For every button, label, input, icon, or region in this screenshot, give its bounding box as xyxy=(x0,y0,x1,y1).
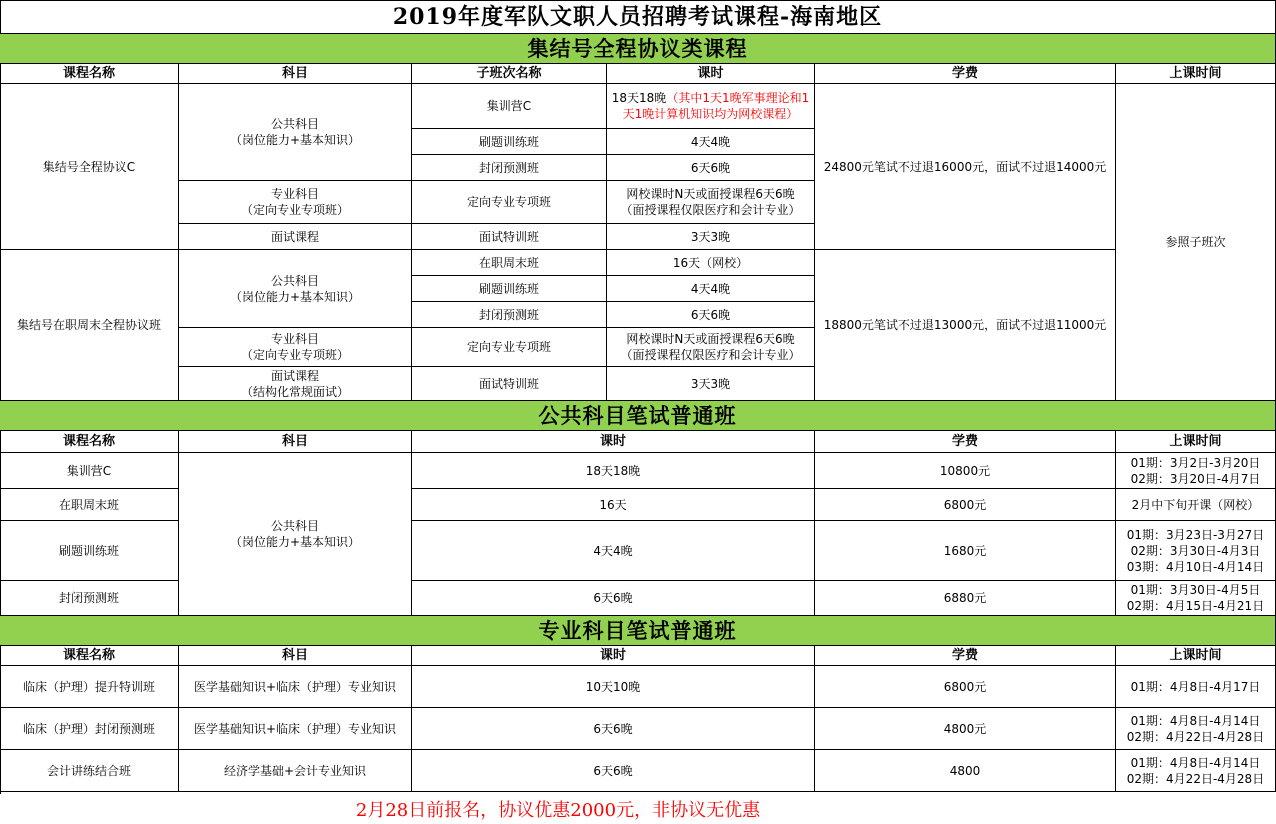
header-hours: 课时 xyxy=(412,431,815,453)
header-course-name: 课程名称 xyxy=(0,646,179,666)
hours-cell: 网校课时N天或面授课程6天6晚 （面授课程仅限医疗和会计专业） xyxy=(607,181,815,224)
fee-cell: 1680元 xyxy=(815,521,1116,581)
hours-cell: 6天6晚 xyxy=(607,155,815,181)
sub-class-cell: 面试特训班 xyxy=(412,224,607,250)
hours-cell: 10天10晚 xyxy=(412,666,815,708)
fee-cell: 6880元 xyxy=(815,581,1116,616)
schedule-cell: 参照子班次 xyxy=(1116,84,1276,401)
fee-cell: 10800元 xyxy=(815,453,1116,489)
hours-cell: 网校课时N天或面授课程6天6晚 （面授课程仅限医疗和会计专业） xyxy=(607,328,815,367)
sub-class-cell: 在职周末班 xyxy=(412,250,607,276)
header-hours: 课时 xyxy=(412,646,815,666)
sub-class-cell: 刷题训练班 xyxy=(412,129,607,155)
hours-cell: 4天4晚 xyxy=(607,129,815,155)
schedule-cell: 01期：3月23日-3月27日 02期：3月30日-4月3日 03期：4月10日-4月14日 xyxy=(1116,521,1276,581)
header-subject: 科目 xyxy=(179,431,412,453)
hours-cell: 18天18晚 xyxy=(412,453,815,489)
header-hours: 课时 xyxy=(607,64,815,84)
course-name-cell: 刷题训练班 xyxy=(0,521,179,581)
schedule-cell: 01期：4月8日-4月14日 02期：4月22日-4月28日 xyxy=(1116,708,1276,750)
header-course-name: 课程名称 xyxy=(0,64,179,84)
sub-class-cell: 集训营C xyxy=(412,84,607,129)
course-name-cell: 临床（护理）封闭预测班 xyxy=(0,708,179,750)
hours-cell: 3天3晚 xyxy=(607,367,815,401)
sub-class-cell: 封闭预测班 xyxy=(412,302,607,328)
schedule-cell: 2月中下旬开课（网校） xyxy=(1116,489,1276,521)
header-subject: 科目 xyxy=(179,64,412,84)
sub-class-cell: 定向专业专项班 xyxy=(412,181,607,224)
header-course-name: 课程名称 xyxy=(0,431,179,453)
sub-class-cell: 封闭预测班 xyxy=(412,155,607,181)
course-name-cell: 集结号全程协议C xyxy=(0,84,179,250)
header-fee: 学费 xyxy=(815,431,1116,453)
subject-cell: 医学基础知识+临床（护理）专业知识 xyxy=(179,708,412,750)
hours-cell: 4天4晚 xyxy=(412,521,815,581)
header-schedule: 上课时间 xyxy=(1116,64,1276,84)
subject-cell: 公共科目 （岗位能力+基本知识） xyxy=(179,250,412,328)
header-subject: 科目 xyxy=(179,646,412,666)
header-schedule: 上课时间 xyxy=(1116,431,1276,453)
header-fee: 学费 xyxy=(815,646,1116,666)
header-sub-class: 子班次名称 xyxy=(412,64,607,84)
fee-cell: 6800元 xyxy=(815,489,1116,521)
schedule-cell: 01期：3月2日-3月20日 02期：3月20日-4月7日 xyxy=(1116,453,1276,489)
promo-footer: 2月28日前报名，协议优惠2000元，非协议无优惠 xyxy=(355,800,761,821)
hours-cell: 6天6晚 xyxy=(412,708,815,750)
course-name-cell: 在职周末班 xyxy=(0,489,179,521)
subject-cell: 专业科目 （定向专业专项班） xyxy=(179,328,412,367)
schedule-cell: 01期：4月8日-4月14日 02期：4月22日-4月28日 xyxy=(1116,750,1276,792)
hours-note: （其中1天1晚军事理论和1天1晚计算机知识均为网校课程） xyxy=(622,91,810,121)
subject-cell: 医学基础知识+临床（护理）专业知识 xyxy=(179,666,412,708)
hours-cell: 16天 xyxy=(412,489,815,521)
sub-class-cell: 定向专业专项班 xyxy=(412,328,607,367)
subject-cell: 面试课程 xyxy=(179,224,412,250)
sub-class-cell: 刷题训练班 xyxy=(412,276,607,302)
subject-cell: 专业科目 （定向专业专项班） xyxy=(179,181,412,224)
page-title: 2019年度军队文职人员招聘考试课程-海南地区 xyxy=(0,0,1276,34)
fee-cell: 4800元 xyxy=(815,708,1116,750)
header-schedule: 上课时间 xyxy=(1116,646,1276,666)
hours-cell: 16天（网校） xyxy=(607,250,815,276)
section-banner-major: 专业科目笔试普通班 xyxy=(0,616,1276,646)
subject-cell: 公共科目 （岗位能力+基本知识） xyxy=(179,453,412,616)
hours-cell: 6天6晚 xyxy=(412,581,815,616)
course-name-cell: 集结号在职周末全程协议班 xyxy=(0,250,179,401)
schedule-cell: 01期：4月8日-4月17日 xyxy=(1116,666,1276,708)
course-name-cell: 集训营C xyxy=(0,453,179,489)
fee-cell: 4800 xyxy=(815,750,1116,792)
fee-cell: 18800元笔试不过退13000元，面试不过退11000元 xyxy=(815,250,1116,401)
subject-cell: 公共科目 （岗位能力+基本知识） xyxy=(179,84,412,181)
hours-cell: 6天6晚 xyxy=(607,302,815,328)
schedule-cell: 01期：3月30日-4月5日 02期：4月15日-4月21日 xyxy=(1116,581,1276,616)
sub-class-cell: 面试特训班 xyxy=(412,367,607,401)
section-banner-protocol: 集结号全程协议类课程 xyxy=(0,34,1276,64)
course-name-cell: 会计讲练结合班 xyxy=(0,750,179,792)
hours-cell: 4天4晚 xyxy=(607,276,815,302)
course-name-cell: 封闭预测班 xyxy=(0,581,179,616)
subject-cell: 面试课程 （结构化常规面试） xyxy=(179,367,412,401)
hours-text: 18天18晚 xyxy=(611,91,667,105)
hours-cell xyxy=(607,84,815,129)
section-banner-public: 公共科目笔试普通班 xyxy=(0,401,1276,431)
hours-cell: 6天6晚 xyxy=(412,750,815,792)
hours-cell: 3天3晚 xyxy=(607,224,815,250)
fee-cell: 6800元 xyxy=(815,666,1116,708)
subject-cell: 经济学基础+会计专业知识 xyxy=(179,750,412,792)
header-fee: 学费 xyxy=(815,64,1116,84)
course-name-cell: 临床（护理）提升特训班 xyxy=(0,666,179,708)
fee-cell: 24800元笔试不过退16000元，面试不过退14000元 xyxy=(815,84,1116,250)
